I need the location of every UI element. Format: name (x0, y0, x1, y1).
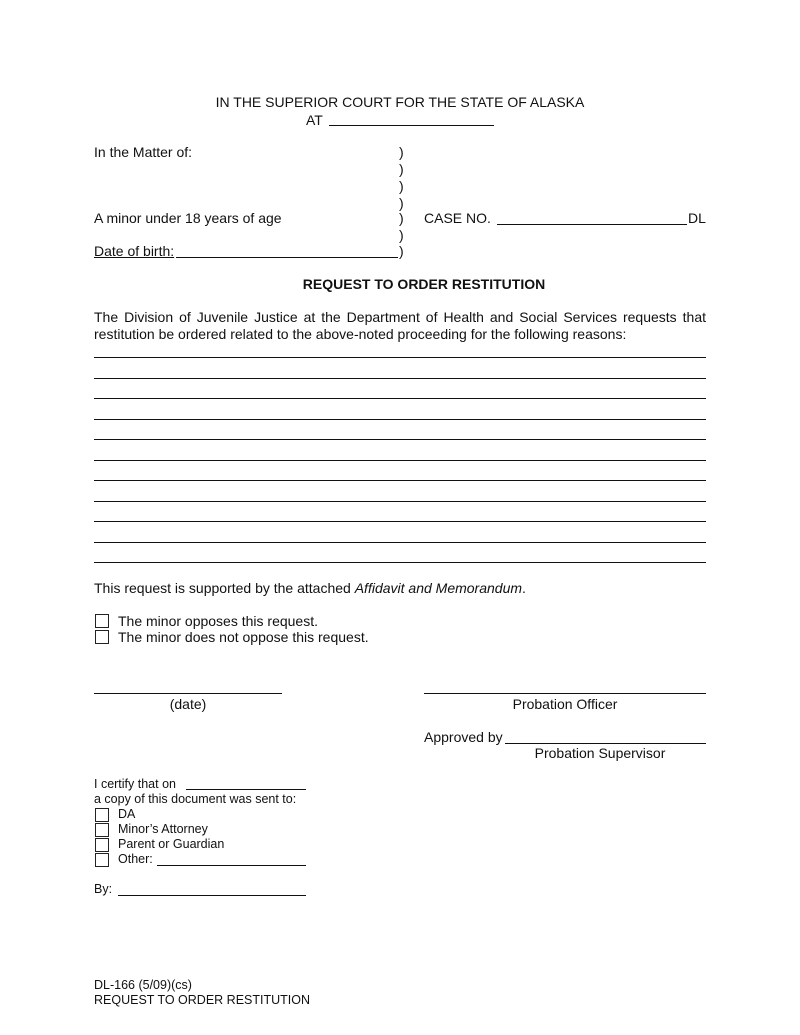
reason-line[interactable] (94, 378, 706, 379)
copy-sent-label: a copy of this document was sent to: (94, 792, 297, 806)
caption-paren: ) (399, 195, 404, 211)
reason-line[interactable] (94, 398, 706, 399)
by-signature-line[interactable] (118, 895, 306, 896)
matter-label: In the Matter of: (94, 144, 193, 160)
certify-label: I certify that on (94, 777, 176, 791)
not-oppose-label: The minor does not oppose this request. (118, 629, 369, 645)
opposes-label: The minor opposes this request. (118, 613, 318, 629)
form-title: REQUEST TO ORDER RESTITUTION (302, 276, 546, 292)
other-checkbox[interactable] (95, 853, 109, 867)
approved-label: Approved by (424, 729, 503, 745)
guardian-label: Parent or Guardian (118, 837, 225, 851)
by-label: By: (94, 882, 113, 896)
support-prefix: This request is supported by the attached (94, 580, 355, 596)
reason-line[interactable] (94, 439, 706, 440)
attorney-checkbox[interactable] (95, 823, 109, 837)
reason-line[interactable] (94, 357, 706, 358)
support-suffix: . (522, 580, 526, 596)
reason-line[interactable] (94, 460, 706, 461)
officer-signature-line[interactable] (424, 693, 706, 694)
da-checkbox[interactable] (95, 808, 109, 822)
at-label: AT (306, 112, 323, 128)
da-label: DA (118, 807, 136, 821)
court-location-field[interactable] (329, 125, 494, 126)
guardian-checkbox[interactable] (95, 838, 109, 852)
minor-label: A minor under 18 years of age (94, 210, 282, 226)
support-docs: Affidavit and Memorandum (354, 580, 523, 596)
reason-line[interactable] (94, 562, 706, 563)
form-code: DL-166 (5/09)(cs) (94, 978, 192, 992)
caption-paren: ) (399, 227, 404, 243)
supervisor-signature-line[interactable] (505, 743, 706, 744)
case-suffix: DL (688, 210, 706, 226)
support-statement (94, 580, 526, 596)
request-paragraph: The Division of Juvenile Justice at the Department of Health and Social Services requests that restitution be ordered related to the above-noted proceeding for the following reasons: (94, 309, 706, 342)
court-heading: IN THE SUPERIOR COURT FOR THE STATE OF ALASKA (215, 94, 585, 110)
case-no-label: CASE NO. (424, 210, 491, 226)
not-oppose-checkbox[interactable] (95, 630, 109, 644)
caption-paren: ) (399, 161, 404, 177)
dob-field[interactable] (176, 257, 398, 258)
form-name: REQUEST TO ORDER RESTITUTION (94, 993, 310, 1007)
date-signature-line[interactable] (94, 693, 282, 694)
opposes-checkbox[interactable] (95, 614, 109, 628)
supervisor-label: Probation Supervisor (534, 745, 666, 761)
certify-date-field[interactable] (186, 789, 306, 790)
dob-label: Date of birth: (94, 243, 175, 259)
other-field[interactable] (157, 865, 306, 866)
other-label: Other: (118, 852, 153, 866)
attorney-label: Minor’s Attorney (118, 822, 208, 836)
caption-paren: ) (399, 243, 404, 259)
reason-line[interactable] (94, 501, 706, 502)
reason-line[interactable] (94, 419, 706, 420)
case-no-field[interactable] (497, 224, 687, 225)
caption-paren: ) (399, 144, 404, 160)
date-label: (date) (169, 696, 207, 712)
officer-label: Probation Officer (512, 696, 618, 712)
reason-line[interactable] (94, 521, 706, 522)
caption-paren: ) (399, 210, 404, 226)
reason-line[interactable] (94, 480, 706, 481)
caption-paren: ) (399, 178, 404, 194)
reason-line[interactable] (94, 542, 706, 543)
